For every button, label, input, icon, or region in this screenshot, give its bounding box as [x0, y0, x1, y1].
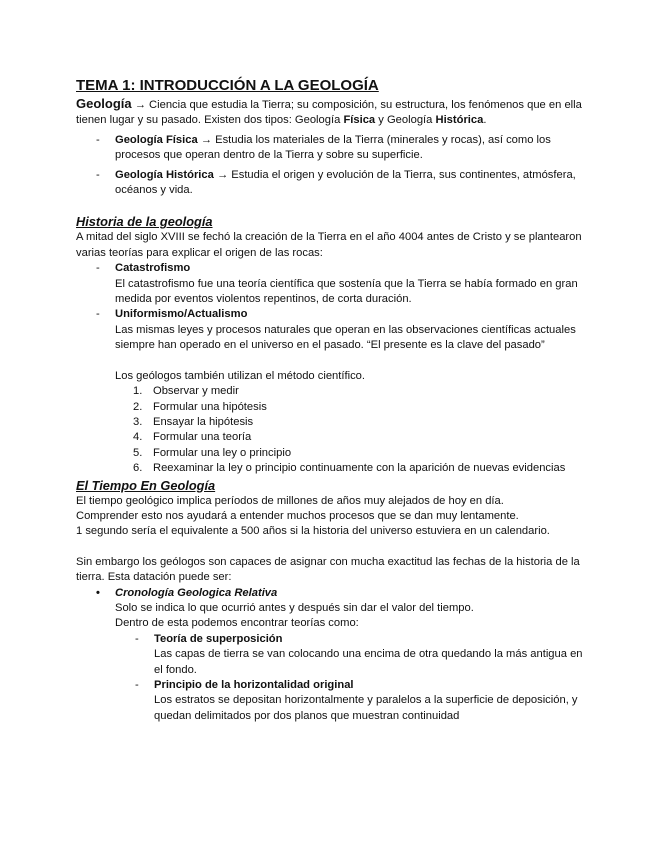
historica-term: Histórica	[435, 114, 484, 127]
step-text: Reexaminar la ley o principio continuamente con la aparición de nuevas evidencias	[153, 462, 566, 475]
list-item	[76, 384, 586, 399]
tiempo-paragraph: Comprender esto nos ayudará a entender muchos procesos que se dan muy lentamente.	[76, 509, 519, 522]
tiempo-paragraph: Sin embargo los geólogos son capaces de asignar con mucha exactitud las fechas de la historia de la tierra. Esta datación puede ser:	[76, 555, 580, 584]
tiempo-paragraph: 1 segundo sería el equivalente a 500 años si la historia del universo estuviera en un calendario.	[76, 525, 550, 538]
list-item	[76, 168, 586, 199]
step-number: 5.	[133, 446, 143, 459]
method-steps-list	[76, 384, 586, 476]
step-number: 6.	[133, 462, 143, 475]
theory-text: El catastrofismo fue una teoría científica que sostenía que la Tierra se había formado en gran medida por eventos violentos repentinos, de corta duración.	[115, 277, 578, 306]
principle-term: Teoría de superposición	[154, 632, 283, 645]
list-item	[76, 461, 586, 476]
list-item	[115, 632, 586, 678]
principles-list	[115, 632, 586, 724]
list-item	[76, 133, 586, 164]
historia-heading: Historia de la geología	[76, 214, 213, 230]
geology-types-list	[76, 133, 586, 199]
historia-intro: A mitad del siglo XVIII se fechó la creación de la Tierra en el año 4004 antes de Cristo y se plantearon varias teorías para explicar el origen de las rocas:	[76, 231, 582, 259]
arrow: →	[197, 133, 216, 146]
theory-term: Catastrofismo	[115, 262, 191, 275]
method-intro: Los geólogos también utilizan el método científico.	[115, 369, 366, 382]
list-item	[76, 586, 586, 725]
step-number: 1.	[133, 385, 143, 398]
list-item	[76, 415, 586, 430]
tiempo-paragraph: El tiempo geológico implica períodos de millones de años muy alejados de hoy en día.	[76, 494, 504, 507]
step-number: 4.	[133, 431, 143, 444]
crono-line: Solo se indica lo que ocurrió antes y después sin dar el valor del tiempo.	[115, 601, 474, 614]
list-item	[76, 261, 586, 307]
step-text: Formular una teoría	[153, 431, 252, 444]
list-item	[76, 307, 586, 353]
type-text: Estudia los materiales de la Tierra (minerales y rocas), así como los procesos que operan dentro de la Tierra y sobre su superficie.	[115, 133, 551, 162]
arrow: →	[213, 168, 232, 181]
step-text: Ensayar la hipótesis	[153, 415, 254, 428]
document-title: TEMA 1: INTRODUCCIÓN A LA GEOLOGÍA	[76, 77, 379, 94]
list-item	[76, 446, 586, 461]
theories-list	[76, 261, 586, 353]
geology-definition	[76, 96, 586, 129]
type-term: Geología Histórica	[115, 168, 214, 181]
principle-term: Principio de la horizontalidad original	[154, 679, 354, 691]
step-text: Observar y medir	[153, 385, 239, 398]
crono-term: Cronología Geologica Relativa	[115, 586, 278, 599]
step-text: Formular una ley o principio	[153, 446, 292, 459]
crono-line: Dentro de esta podemos encontrar teorías como:	[115, 617, 359, 630]
document-page	[76, 76, 586, 724]
step-text: Formular una hipótesis	[153, 400, 267, 413]
fisica-term: Física	[343, 114, 376, 127]
geology-term: Geología	[76, 96, 132, 111]
principle-text: Las capas de tierra se van colocando una encima de otra quedando la más antigua en el fondo.	[154, 648, 583, 676]
period: .	[483, 114, 487, 127]
theory-term: Uniformismo/Actualismo	[115, 308, 248, 321]
theory-text: Las mismas leyes y procesos naturales que operan en las observaciones científicas actuales siempre han operado en el universo en el pasado. “El presente es la clave del pasado”	[115, 323, 576, 352]
step-number: 3.	[133, 415, 143, 428]
list-item	[76, 400, 586, 415]
definition-text: Ciencia que estudia la Tierra; su composición, su estructura, los fenómenos que en ella tienen lugar y su pasado. Existen dos tipos: Geología	[76, 99, 582, 127]
type-term: Geología Física	[115, 133, 198, 146]
type-text: Estudia el origen y evolución de la Tierra, sus continentes, atmósfera, océanos y vida.	[115, 168, 576, 197]
list-item	[115, 678, 586, 724]
and-text: y Geología	[375, 114, 436, 127]
tiempo-heading: El Tiempo En Geología	[76, 477, 216, 493]
dating-list	[76, 586, 586, 725]
principle-text: Los estratos se depositan horizontalmente y paralelos a la superficie de deposición, y quedan delimitados por dos planos que muestran continuidad	[154, 694, 578, 722]
list-item	[76, 430, 586, 445]
step-number: 2.	[133, 400, 143, 413]
arrow: →	[131, 99, 150, 111]
